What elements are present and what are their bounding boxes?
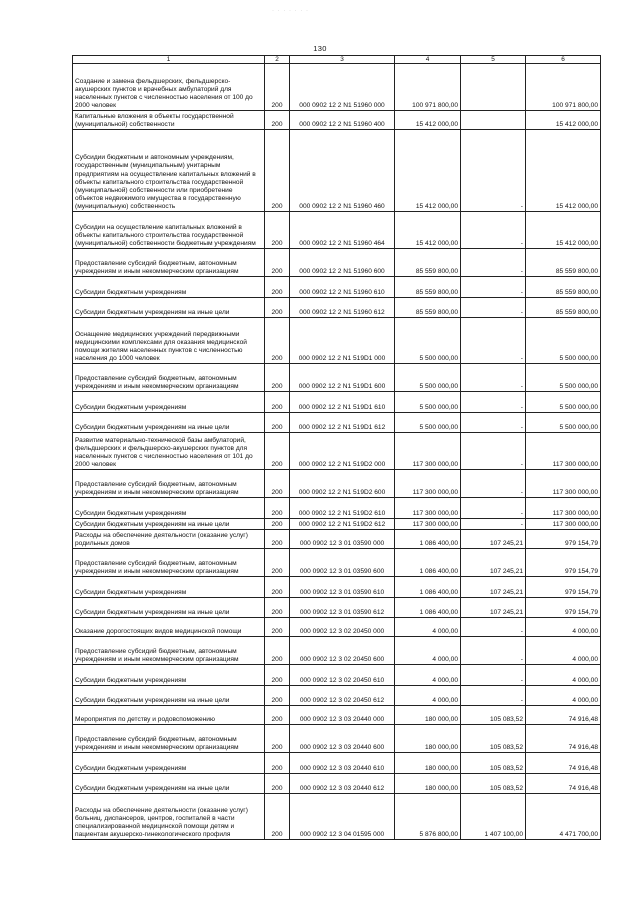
row-unexecuted-amount-cell: - xyxy=(461,318,526,364)
row-executed-amount-cell: 4 471 700,00 xyxy=(526,794,601,840)
row-col2-cell: 200 xyxy=(265,549,290,577)
row-col2-cell: 200 xyxy=(265,530,290,549)
row-executed-amount-cell: 15 412 000,00 xyxy=(526,130,601,212)
row-unexecuted-amount-cell: - xyxy=(461,364,526,392)
row-name-cell: Предоставление субсидий бюджетным, автономным учреждениям и иным некоммерческим организациям xyxy=(73,725,265,753)
row-name-cell: Предоставление субсидий бюджетным, автономным учреждениям и иным некоммерческим организациям xyxy=(73,549,265,577)
row-executed-amount-cell: 4 000,00 xyxy=(526,665,601,686)
table-row xyxy=(73,530,601,549)
table-row xyxy=(73,598,601,618)
row-col2-cell: 200 xyxy=(265,519,290,530)
row-executed-amount-cell: 979 154,79 xyxy=(526,530,601,549)
header-col-3: 3 xyxy=(290,56,395,64)
row-name-cell: Развитие материально-технической базы амбулаторий, фельдшерских и фельдшерско-акушерских пунктов для населенных пунктов с численностью населения от 101 до 2000 человек xyxy=(73,433,265,470)
row-approved-amount-cell: 117 300 000,00 xyxy=(395,498,461,519)
table-row xyxy=(73,364,601,392)
header-col-1: 1 xyxy=(73,56,265,64)
row-unexecuted-amount-cell: - xyxy=(461,618,526,637)
row-unexecuted-amount-cell: - xyxy=(461,249,526,277)
row-code-cell: 000 0902 12 3 01 03590 600 xyxy=(290,549,395,577)
row-name-cell: Субсидии бюджетным учреждениям на иные цели xyxy=(73,519,265,530)
table-row xyxy=(73,298,601,318)
row-name-cell: Субсидии бюджетным учреждениям xyxy=(73,753,265,774)
row-name-cell: Субсидии на осуществление капитальных вложений в объекты капитального строительства государственной (муниципальной) собственности бюджетным учреждениям xyxy=(73,212,265,249)
row-executed-amount-cell: 5 500 000,00 xyxy=(526,392,601,413)
row-col2-cell: 200 xyxy=(265,212,290,249)
row-col2-cell: 200 xyxy=(265,130,290,212)
table-row xyxy=(73,618,601,637)
row-approved-amount-cell: 117 300 000,00 xyxy=(395,519,461,530)
row-executed-amount-cell: 117 300 000,00 xyxy=(526,519,601,530)
row-executed-amount-cell: 4 000,00 xyxy=(526,686,601,706)
row-col2-cell: 200 xyxy=(265,794,290,840)
row-executed-amount-cell: 117 300 000,00 xyxy=(526,433,601,470)
row-unexecuted-amount-cell: - xyxy=(461,277,526,298)
row-approved-amount-cell: 4 000,00 xyxy=(395,686,461,706)
row-name-cell: Мероприятия по детству и родовспоможению xyxy=(73,706,265,725)
row-unexecuted-amount-cell: 107 245,21 xyxy=(461,530,526,549)
row-col2-cell: 200 xyxy=(265,706,290,725)
row-code-cell: 000 0902 12 2 N1 51960 464 xyxy=(290,212,395,249)
row-col2-cell: 200 xyxy=(265,665,290,686)
row-unexecuted-amount-cell xyxy=(461,111,526,130)
row-executed-amount-cell: 4 000,00 xyxy=(526,618,601,637)
row-executed-amount-cell: 5 500 000,00 xyxy=(526,318,601,364)
table-row xyxy=(73,433,601,470)
row-name-cell: Субсидии бюджетным учреждениям на иные цели xyxy=(73,413,265,433)
row-unexecuted-amount-cell: - xyxy=(461,686,526,706)
table-header-row xyxy=(73,56,601,64)
row-approved-amount-cell: 85 559 800,00 xyxy=(395,249,461,277)
row-approved-amount-cell: 180 000,00 xyxy=(395,753,461,774)
row-col2-cell: 200 xyxy=(265,298,290,318)
row-unexecuted-amount-cell: - xyxy=(461,637,526,665)
row-executed-amount-cell: 979 154,79 xyxy=(526,577,601,598)
row-executed-amount-cell: 979 154,79 xyxy=(526,549,601,577)
row-approved-amount-cell: 15 412 000,00 xyxy=(395,212,461,249)
row-col2-cell: 200 xyxy=(265,433,290,470)
row-approved-amount-cell: 100 971 800,00 xyxy=(395,64,461,111)
row-executed-amount-cell: 5 500 000,00 xyxy=(526,364,601,392)
table-row xyxy=(73,774,601,794)
header-col-6: 6 xyxy=(526,56,601,64)
row-unexecuted-amount-cell: - xyxy=(461,392,526,413)
row-code-cell: 000 0902 12 2 N1 519D2 612 xyxy=(290,519,395,530)
row-code-cell: 000 0902 12 2 N1 51960 600 xyxy=(290,249,395,277)
row-name-cell: Предоставление субсидий бюджетным, автономным учреждениям и иным некоммерческим организациям xyxy=(73,249,265,277)
row-code-cell: 000 0902 12 2 N1 519D1 612 xyxy=(290,413,395,433)
table-row xyxy=(73,725,601,753)
row-code-cell: 000 0902 12 3 01 03590 612 xyxy=(290,598,395,618)
row-col2-cell: 200 xyxy=(265,686,290,706)
row-code-cell: 000 0902 12 2 N1 519D1 000 xyxy=(290,318,395,364)
row-name-cell: Предоставление субсидий бюджетным, автономным учреждениям и иным некоммерческим организациям xyxy=(73,470,265,498)
row-approved-amount-cell: 85 559 800,00 xyxy=(395,277,461,298)
row-code-cell: 000 0902 12 2 N1 51960 612 xyxy=(290,298,395,318)
row-name-cell: Расходы на обеспечение деятельности (оказание услуг) больниц, диспансеров, центров, госпиталей в части специализированной медицинской помощи детям и пациентам акушерско-гинекологического профиля xyxy=(73,794,265,840)
row-col2-cell: 200 xyxy=(265,598,290,618)
row-executed-amount-cell: 85 559 800,00 xyxy=(526,277,601,298)
row-name-cell: Оснащение медицинских учреждений передвижными медицинскими комплексами для оказания медицинской помощи жителям населенных пунктов с численностью населения до 1000 человек xyxy=(73,318,265,364)
row-executed-amount-cell: 85 559 800,00 xyxy=(526,249,601,277)
row-col2-cell: 200 xyxy=(265,470,290,498)
row-col2-cell: 200 xyxy=(265,774,290,794)
row-code-cell: 000 0902 12 3 01 03590 000 xyxy=(290,530,395,549)
row-col2-cell: 200 xyxy=(265,318,290,364)
table-row xyxy=(73,470,601,498)
table-row xyxy=(73,277,601,298)
row-unexecuted-amount-cell: 105 083,52 xyxy=(461,725,526,753)
row-executed-amount-cell: 74 916,48 xyxy=(526,774,601,794)
row-code-cell: 000 0902 12 2 N1 51960 000 xyxy=(290,64,395,111)
row-approved-amount-cell: 5 500 000,00 xyxy=(395,318,461,364)
row-name-cell: Субсидии бюджетным учреждениям xyxy=(73,577,265,598)
row-unexecuted-amount-cell xyxy=(461,64,526,111)
row-code-cell: 000 0902 12 2 N1 519D1 600 xyxy=(290,364,395,392)
row-name-cell: Субсидии бюджетным учреждениям xyxy=(73,498,265,519)
table-row xyxy=(73,794,601,840)
row-executed-amount-cell: 117 300 000,00 xyxy=(526,498,601,519)
row-name-cell: Субсидии бюджетным учреждениям на иные цели xyxy=(73,774,265,794)
row-col2-cell: 200 xyxy=(265,725,290,753)
row-code-cell: 000 0902 12 3 02 20450 600 xyxy=(290,637,395,665)
row-col2-cell: 200 xyxy=(265,618,290,637)
row-executed-amount-cell: 5 500 000,00 xyxy=(526,413,601,433)
row-name-cell: Субсидии бюджетным учреждениям xyxy=(73,665,265,686)
row-unexecuted-amount-cell: - xyxy=(461,130,526,212)
table-row xyxy=(73,212,601,249)
row-unexecuted-amount-cell: - xyxy=(461,413,526,433)
row-name-cell: Капитальные вложения в объекты государственной (муниципальной) собственности xyxy=(73,111,265,130)
table-row xyxy=(73,498,601,519)
row-col2-cell: 200 xyxy=(265,111,290,130)
row-approved-amount-cell: 5 500 000,00 xyxy=(395,413,461,433)
row-code-cell: 000 0902 12 3 01 03590 610 xyxy=(290,577,395,598)
table-row xyxy=(73,686,601,706)
row-code-cell: 000 0902 12 2 N1 519D1 610 xyxy=(290,392,395,413)
header-col-2: 2 xyxy=(265,56,290,64)
table-row xyxy=(73,753,601,774)
row-unexecuted-amount-cell: 107 245,21 xyxy=(461,549,526,577)
row-name-cell: Предоставление субсидий бюджетным, автономным учреждениям и иным некоммерческим организациям xyxy=(73,637,265,665)
row-approved-amount-cell: 117 300 000,00 xyxy=(395,470,461,498)
row-col2-cell: 200 xyxy=(265,64,290,111)
row-executed-amount-cell: 4 000,00 xyxy=(526,637,601,665)
row-col2-cell: 200 xyxy=(265,753,290,774)
row-col2-cell: 200 xyxy=(265,392,290,413)
row-code-cell: 000 0902 12 2 N1 519D2 000 xyxy=(290,433,395,470)
row-name-cell: Расходы на обеспечение деятельности (оказание услуг) родильных домов xyxy=(73,530,265,549)
row-name-cell: Субсидии бюджетным учреждениям на иные цели xyxy=(73,298,265,318)
row-unexecuted-amount-cell: 105 083,52 xyxy=(461,774,526,794)
row-code-cell: 000 0902 12 3 03 20440 612 xyxy=(290,774,395,794)
row-approved-amount-cell: 117 300 000,00 xyxy=(395,433,461,470)
row-executed-amount-cell: 74 916,48 xyxy=(526,725,601,753)
row-name-cell: Субсидии бюджетным учреждениям на иные цели xyxy=(73,686,265,706)
row-approved-amount-cell: 1 086 400,00 xyxy=(395,598,461,618)
row-code-cell: 000 0902 12 3 03 20440 610 xyxy=(290,753,395,774)
row-name-cell: Субсидии бюджетным учреждениям xyxy=(73,392,265,413)
row-approved-amount-cell: 4 000,00 xyxy=(395,637,461,665)
row-unexecuted-amount-cell: - xyxy=(461,212,526,249)
row-unexecuted-amount-cell: 1 407 100,00 xyxy=(461,794,526,840)
table-row xyxy=(73,706,601,725)
header-col-5: 5 xyxy=(461,56,526,64)
row-name-cell: Создание и замена фельдшерских, фельдшерско-акушерских пунктов и врачебных амбулаторий для населенных пунктов с численностью населения от 100 до 2000 человек xyxy=(73,64,265,111)
table-row xyxy=(73,249,601,277)
row-approved-amount-cell: 180 000,00 xyxy=(395,725,461,753)
page-number: 130 xyxy=(313,44,327,53)
row-approved-amount-cell: 1 086 400,00 xyxy=(395,530,461,549)
row-unexecuted-amount-cell: 107 245,21 xyxy=(461,577,526,598)
table-row xyxy=(73,665,601,686)
row-unexecuted-amount-cell: - xyxy=(461,433,526,470)
row-approved-amount-cell: 1 086 400,00 xyxy=(395,577,461,598)
row-col2-cell: 200 xyxy=(265,364,290,392)
row-name-cell: Предоставление субсидий бюджетным, автономным учреждениям и иным некоммерческим организациям xyxy=(73,364,265,392)
row-approved-amount-cell: 5 500 000,00 xyxy=(395,392,461,413)
row-executed-amount-cell: 100 971 800,00 xyxy=(526,64,601,111)
table-row xyxy=(73,519,601,530)
row-approved-amount-cell: 1 086 400,00 xyxy=(395,549,461,577)
row-code-cell: 000 0902 12 3 03 20440 600 xyxy=(290,725,395,753)
row-executed-amount-cell: 15 412 000,00 xyxy=(526,111,601,130)
row-col2-cell: 200 xyxy=(265,498,290,519)
row-unexecuted-amount-cell: 107 245,21 xyxy=(461,598,526,618)
table-row xyxy=(73,64,601,111)
row-executed-amount-cell: 117 300 000,00 xyxy=(526,470,601,498)
row-code-cell: 000 0902 12 3 03 20440 000 xyxy=(290,706,395,725)
table-row xyxy=(73,392,601,413)
table-row xyxy=(73,130,601,212)
row-col2-cell: 200 xyxy=(265,277,290,298)
row-name-cell: Оказание дорогостоящих видов медицинской помощи xyxy=(73,618,265,637)
row-unexecuted-amount-cell: - xyxy=(461,665,526,686)
row-unexecuted-amount-cell: - xyxy=(461,470,526,498)
row-approved-amount-cell: 15 412 000,00 xyxy=(395,130,461,212)
row-code-cell: 000 0902 12 2 N1 519D2 610 xyxy=(290,498,395,519)
row-approved-amount-cell: 4 000,00 xyxy=(395,665,461,686)
row-name-cell: Субсидии бюджетным и автономным учреждениям, государственным (муниципальным) унитарным предприятиям на осуществление капитальных вложений в объекты капитального строительства государственной (муниципальной) собственности или приобретение объектов недвижимого имущества в государственную (муниципальную) собственность xyxy=(73,130,265,212)
row-unexecuted-amount-cell: - xyxy=(461,519,526,530)
row-approved-amount-cell: 4 000,00 xyxy=(395,618,461,637)
row-col2-cell: 200 xyxy=(265,413,290,433)
row-col2-cell: 200 xyxy=(265,577,290,598)
header-col-4: 4 xyxy=(395,56,461,64)
row-approved-amount-cell: 15 412 000,00 xyxy=(395,111,461,130)
row-executed-amount-cell: 74 916,48 xyxy=(526,706,601,725)
faint-header-marks: · · · · · · · xyxy=(272,8,309,14)
row-unexecuted-amount-cell: - xyxy=(461,498,526,519)
row-unexecuted-amount-cell: 105 083,52 xyxy=(461,753,526,774)
row-col2-cell: 200 xyxy=(265,249,290,277)
table-row xyxy=(73,318,601,364)
row-code-cell: 000 0902 12 2 N1 519D2 600 xyxy=(290,470,395,498)
table-row xyxy=(73,549,601,577)
table-row xyxy=(73,413,601,433)
row-approved-amount-cell: 85 559 800,00 xyxy=(395,298,461,318)
row-approved-amount-cell: 5 500 000,00 xyxy=(395,364,461,392)
row-executed-amount-cell: 979 154,79 xyxy=(526,598,601,618)
row-code-cell: 000 0902 12 2 N1 51960 400 xyxy=(290,111,395,130)
table-row xyxy=(73,111,601,130)
row-unexecuted-amount-cell: - xyxy=(461,298,526,318)
row-code-cell: 000 0902 12 3 02 20450 000 xyxy=(290,618,395,637)
row-approved-amount-cell: 180 000,00 xyxy=(395,774,461,794)
row-name-cell: Субсидии бюджетным учреждениям на иные цели xyxy=(73,598,265,618)
budget-table xyxy=(72,55,601,840)
row-code-cell: 000 0902 12 3 02 20450 612 xyxy=(290,686,395,706)
row-col2-cell: 200 xyxy=(265,637,290,665)
row-code-cell: 000 0902 12 2 N1 51960 460 xyxy=(290,130,395,212)
row-code-cell: 000 0902 12 3 04 01595 000 xyxy=(290,794,395,840)
row-executed-amount-cell: 74 916,48 xyxy=(526,753,601,774)
row-unexecuted-amount-cell: 105 083,52 xyxy=(461,706,526,725)
row-executed-amount-cell: 15 412 000,00 xyxy=(526,212,601,249)
table-row xyxy=(73,577,601,598)
row-code-cell: 000 0902 12 3 02 20450 610 xyxy=(290,665,395,686)
row-executed-amount-cell: 85 559 800,00 xyxy=(526,298,601,318)
row-name-cell: Субсидии бюджетным учреждениям xyxy=(73,277,265,298)
row-approved-amount-cell: 5 876 800,00 xyxy=(395,794,461,840)
table-row xyxy=(73,637,601,665)
row-approved-amount-cell: 180 000,00 xyxy=(395,706,461,725)
row-code-cell: 000 0902 12 2 N1 51960 610 xyxy=(290,277,395,298)
